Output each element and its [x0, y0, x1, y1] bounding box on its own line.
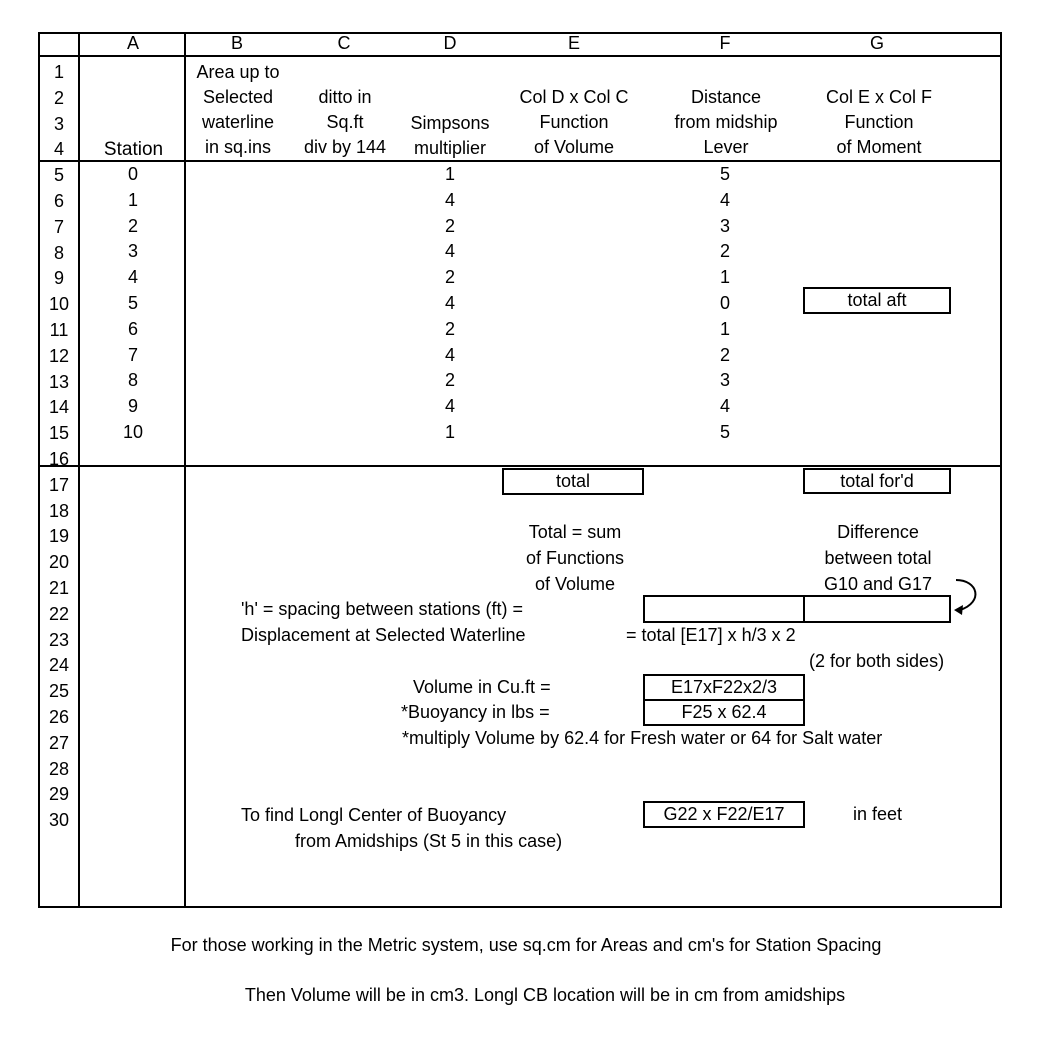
station-cell: 6	[127, 318, 138, 339]
row-number: 22	[48, 603, 70, 624]
multiplier-cell: 2	[444, 318, 455, 339]
column-letter: C	[337, 33, 351, 53]
total-aft-box: total aft	[803, 287, 951, 314]
multiplier-cell: 2	[444, 215, 455, 236]
difference-note: Difference between total G10 and G17	[823, 522, 933, 594]
station-cell: 9	[127, 396, 138, 417]
multiplier-cell: 2	[444, 370, 455, 391]
lever-cell: 0	[719, 293, 730, 313]
row-number: 20	[48, 552, 70, 573]
header-function-moment: Col E x Col F Function of Moment	[825, 87, 933, 157]
total-box: total	[502, 468, 644, 495]
row-number: 27	[48, 732, 70, 753]
row-number: 13	[48, 371, 70, 392]
multiplier-cell: 4	[444, 344, 455, 365]
station-cell: 3	[127, 241, 138, 262]
row-number: 10	[48, 294, 70, 315]
row-number: 12	[48, 345, 70, 366]
header-lever: Distance from midship Lever	[674, 87, 778, 157]
multiplier-cell: 2	[444, 267, 455, 288]
buoyancy-label: *Buoyancy in lbs =	[401, 702, 550, 722]
row-number: 30	[48, 810, 70, 831]
lever-cell: 4	[719, 189, 730, 210]
footer-line2: Then Volume will be in cm3. Longl CB location will be in cm from amidships	[244, 985, 846, 1005]
row-number: 7	[53, 216, 64, 237]
header-station: Station	[103, 139, 164, 160]
multiplier-cell: 4	[444, 241, 455, 262]
table-block-divider	[38, 465, 1002, 467]
multiply-note: *multiply Volume by 62.4 for Fresh water or 64 for Salt water	[402, 728, 883, 748]
row-number: 8	[53, 242, 64, 263]
volume-formula-box: E17xF22x2/3	[643, 674, 805, 701]
lever-cell: 2	[719, 241, 730, 262]
multiplier-cell: 4	[444, 189, 455, 210]
multiplier-cell: 4	[444, 293, 455, 313]
lever-cell: 3	[719, 215, 730, 236]
station-cell: 10	[122, 422, 144, 442]
curved-arrow-icon	[950, 574, 990, 618]
column-letter: A	[126, 33, 139, 53]
row-number: 4	[53, 139, 64, 160]
lcb-formula-box: G22 x F22/E17	[643, 801, 805, 828]
station-cell: 0	[127, 164, 138, 184]
column-letter: F	[719, 33, 731, 53]
volume-label: Volume in Cu.ft =	[413, 677, 551, 697]
column-letter: D	[443, 33, 457, 53]
row-number: 16	[48, 449, 70, 469]
lever-cell: 4	[719, 396, 730, 417]
row-number: 5	[53, 165, 64, 186]
row-number-divider	[78, 32, 80, 908]
lever-cell: 1	[719, 318, 730, 339]
lcb-label-line1: To find Longl Center of Buoyancy	[241, 805, 507, 825]
header-function-volume: Col D x Col C Function of Volume	[519, 87, 629, 157]
lever-cell: 3	[719, 370, 730, 391]
row-number: 3	[53, 113, 64, 134]
station-cell: 1	[127, 189, 138, 210]
header-simpsons: Simpsons multiplier	[410, 113, 490, 158]
row-number: 21	[48, 578, 70, 598]
both-sides-note: (2 for both sides)	[809, 651, 945, 671]
header-area: Area up to Selected waterline in sq.ins	[196, 62, 280, 157]
multiplier-cell: 1	[444, 422, 455, 442]
row-number: 11	[49, 320, 69, 340]
header-sqft: ditto in Sq.ft div by 144	[303, 87, 387, 157]
lever-cell: 1	[719, 267, 730, 288]
displacement-formula: = total [E17] x h/3 x 2	[626, 625, 796, 645]
total-ford-box: total for'd	[803, 468, 951, 494]
row-number: 24	[48, 655, 70, 676]
h-spacing-label: 'h' = spacing between stations (ft) =	[241, 599, 524, 619]
row-number: 26	[48, 707, 70, 727]
footer-line1: For those working in the Metric system, use sq.cm for Areas and cm's for Station Spacing	[170, 935, 882, 955]
station-cell: 5	[127, 293, 138, 313]
station-cell: 8	[127, 370, 138, 391]
lever-cell: 5	[719, 422, 730, 442]
in-feet-label: in feet	[853, 804, 903, 824]
column-a-divider	[184, 32, 186, 908]
lever-cell: 5	[719, 164, 730, 184]
row-number: 9	[53, 268, 64, 289]
column-letter: G	[869, 33, 884, 53]
row-number: 15	[48, 423, 70, 444]
station-cell: 4	[127, 267, 138, 288]
lcb-label-line2: from Amidships (St 5 in this case)	[295, 831, 563, 851]
buoyancy-formula-box: F25 x 62.4	[643, 699, 805, 726]
row-number: 1	[53, 62, 64, 82]
row-number: 6	[53, 191, 64, 211]
h-spacing-input-box	[643, 595, 805, 623]
row-number: 25	[48, 681, 70, 702]
row-number: 17	[48, 474, 70, 495]
station-cell: 7	[127, 344, 138, 365]
column-letter: B	[230, 33, 243, 53]
total-sum-note: Total = sum of Functions of Volume	[525, 522, 625, 594]
row-number: 14	[48, 397, 70, 418]
multiplier-cell: 4	[444, 396, 455, 417]
header-row-divider	[38, 55, 1002, 57]
row-number: 28	[48, 758, 70, 779]
displacement-label: Displacement at Selected Waterline	[241, 625, 526, 645]
column-letter: E	[567, 33, 580, 53]
station-cell: 2	[127, 215, 138, 236]
row-number: 2	[53, 87, 64, 108]
row-number: 29	[48, 784, 70, 805]
row-number: 19	[48, 526, 70, 547]
lever-cell: 2	[719, 344, 730, 365]
row-number: 18	[48, 500, 70, 521]
row-number: 23	[48, 629, 70, 650]
multiplier-cell: 1	[444, 164, 455, 184]
